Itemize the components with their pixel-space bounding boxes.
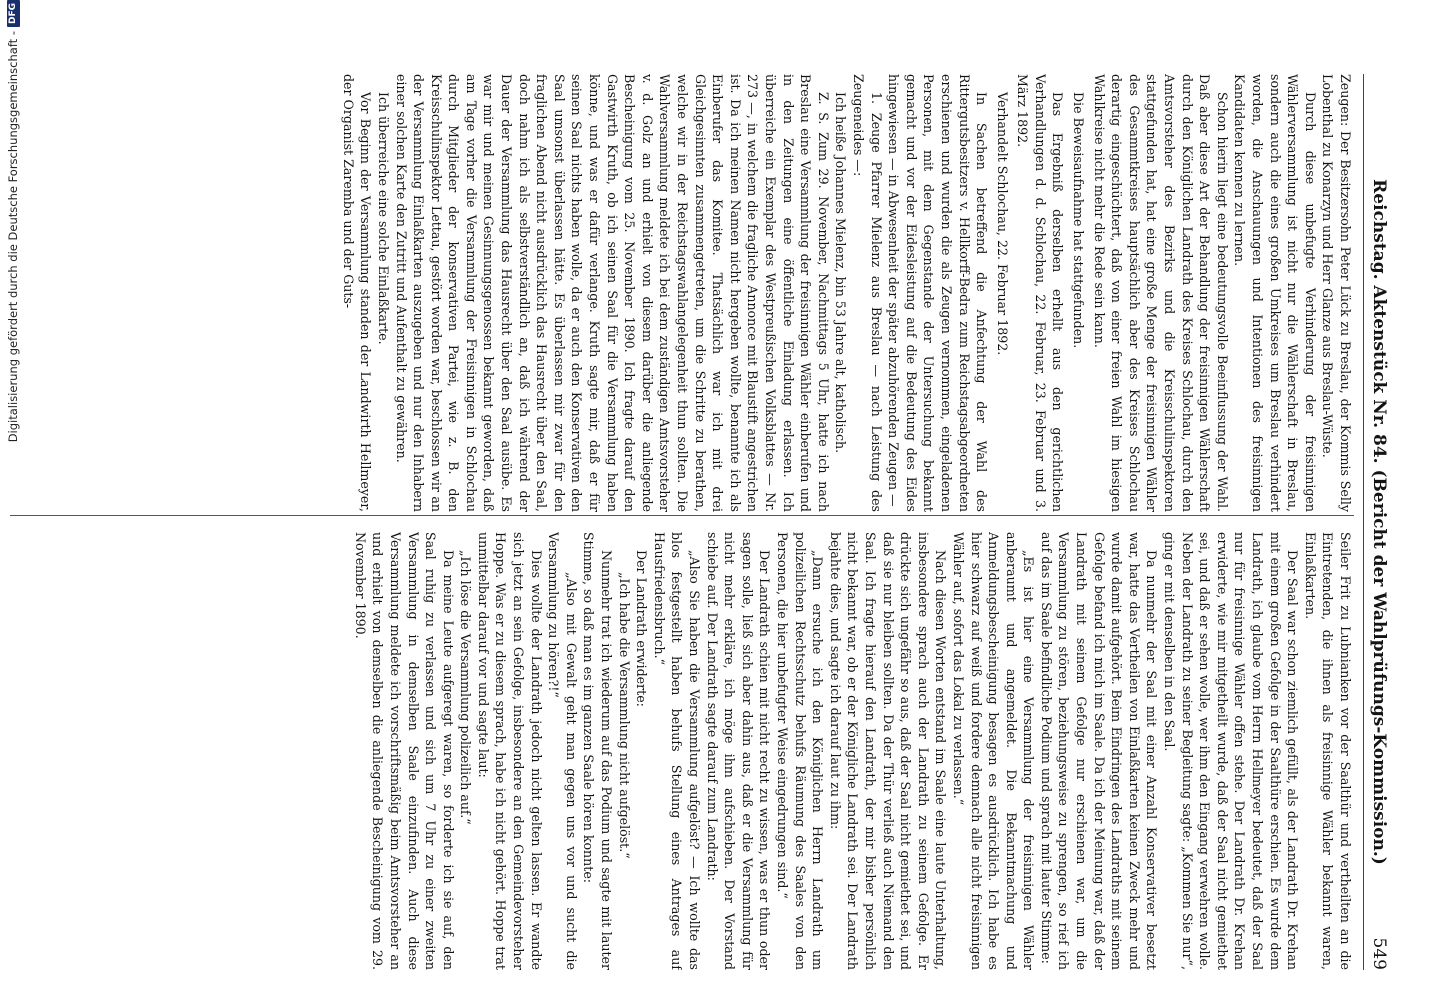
paragraph: Nunmehr trat ich wiederum auf das Podium und sagte mit lauter Stimme, so daß man es im ganzen Saale hören konnte: xyxy=(581,532,615,970)
page-number: 549 xyxy=(1369,937,1389,970)
paragraph: Der Saal war schon ziemlich gefüllt, als der Landrath Dr. Krehan mit einem großen Gefolge in der Saalthüre erschien. Es wurde dem Landrath, ich glaube vom Herrn Hellmeyer bedeutet, daß der Saal nur für freisinnige Wähler offen stehe. Der Landrath Dr. Krehan erwiderte, wie mir mitgetheilt wurde, daß der Saal nicht gemiethet sei, und daß er sehen wolle, wer ihm den Eingang verwehren wolle. Neben der Landrath zu seiner Begleitung sagte: „Kommen Sie nur“, ging er mit denselben in den Saal. xyxy=(1162,532,1301,970)
paragraph: Da nunmehr der Saal mit einer Anzahl Konservativer besetzt war, hatte das Vertheilen von Einlaßkarten keinen Zweck mehr und wurde damit aufgehört. Beim Eindringen des Landraths mit seinem Gefolge befand ich mich im Saale. Da ich der Meinung war, daß der Landrath mit seinem Gefolge nur erschienen war, um die Versammlung zu stören, beziehungsweise zu sprengen, so rief ich auf das im Saale befindliche Podium und sprach mit lauter Stimme: xyxy=(1038,532,1160,970)
paragraph: Dies wollte der Landrath jedoch nicht gelten lassen. Er wandte sich jetzt an sein Gefolge, insbesondere an den Gemeindevorsteher Hoppe. Was er zu diesem sprach, habe ich nicht gehört. Hoppe trat unmittelbar darauf vor und sagte laut: xyxy=(475,532,544,970)
paragraph: Zeugen: Der Besitzersohn Peter Lück zu Breslau, der Kommis Selly Lobenthal zu Konarzyn und Herr Glanze aus Breslau-Wüste. xyxy=(1320,74,1353,512)
paragraph: Seiler Frit zu Lubnianken vor der Saalthür und vertheilten an die Eintretenden, die ihnen als freisinnige Wähler bekannt waren, Einlaßkarten. xyxy=(1302,532,1353,970)
paragraph: 1. Zeuge Pfarrer Mielenz aus Breslau — nach Leistung des Zeugeneides —: xyxy=(850,74,884,512)
paragraph: Das Ergebniß derselben erhellt aus den gerichtlichen Verhandlungen d. d. Schlochau, 22. Februar, 23. Februar und 3. März 1892. xyxy=(1015,74,1066,512)
paragraph: „Ich habe die Versammlung nicht aufgelöst.“ xyxy=(616,572,632,859)
credit-text: Digitalisierung gefördert durch die Deutsche Forschungsgemeinschaft - xyxy=(6,31,20,443)
paragraph: „Es ist hier eine Versammlung der freisinnigen Wähler anberaumt und angemeldet. Die Bekanntmachung und Anmeldungsbescheinigung besagen es ausdrücklich. Ich habe es hier schwarz auf weiß und fordere demnach alle nicht freisinnigen Wähler auf, sofort das Lokal zu verlassen.“ xyxy=(950,532,1037,970)
column-divider xyxy=(10,515,1354,516)
digitization-credit xyxy=(2,0,24,1000)
paragraph: Da meine Leute aufgeregt waren, so forderte ich sie auf, den Saal ruhig zu verlassen und sich um 7 Uhr zu einer zweiten Versammlung in demselben Saale einzufinden. Auch diese Versammlung meldete ich vorschriftsmäßig beim Amtsvorsteher an und erhielt von demselben die anliegende Bescheinigung vom 29. November 1890. xyxy=(352,532,456,970)
paragraph: Die Beweisaufnahme hat stattgefunden. xyxy=(1071,92,1087,349)
page-header xyxy=(1363,74,1394,970)
paragraph: Vor Beginn der Versammlung standen der Landwirth Hellmeyer, der Organist Zaremba und der Guts- xyxy=(340,74,374,512)
paragraph: Ich heiße Johannes Mielenz, bin 53 Jahre alt, katholisch. xyxy=(833,92,849,454)
paragraph: Der Landrath erwiderte: xyxy=(634,550,650,707)
paragraph: „Also mit Gewalt geht man gegen uns vor und sucht die Versammlung zu hören?!“ xyxy=(546,532,579,970)
paragraph: „Also Sie haben die Versammlung aufgelöst? — Ich wollte das blos festgestellt haben behufs Stellung eines Antrages auf Hausfriedensbruch.“ xyxy=(651,532,703,970)
running-title: Reichstag. Aktenstück Nr. 84. (Bericht der Wahlprüfungs-Kommission.) xyxy=(1369,179,1389,865)
dfg-logo-icon: DFG xyxy=(7,0,20,27)
paragraph: Z. S. Zum 29. November, Nachmittags 5 Uhr, hatte ich nach Breslau eine Versammlung der freisinnigen Wähler einberufen und in den Zeitungen eine öffentliche Einladung erlassen. Ich überreiche ein Exemplar des Westpreußischen Volksblattes — Nr. 273 —, in welchem die fragliche Annonce mit Blaustift angestrichen ist. Da ich meinen Namen nicht hergeben wollte, benannte ich als Einberufer das Komitee. Thatsächlich war ich mit drei Gleichgesinnten zusammengetreten, um die Schritte zu berathen, welche wir in der Reichstagswahlangelegenheit thun sollten. Die Wahlversammlung meldete ich bei dem zuständigen Amtsvorsteher v. d. Golz an und erhielt von diesem darüber die anliegende Bescheinigung vom 25. November 1890. Ich fragte darauf den Gastwirth Kruth, ob ich seinen Saal für die Versammlung haben könne, und was er dafür verlange. Kruth sagte mir, daß er für seinen Saal nichts haben wolle, da er auch den Konservativen den Saal umsonst überlassen hätte. Es überlassen mir zwar für den fraglichen Abend nicht ausdrücklich das Hausrecht über den Saal, doch nahm ich als selbstverständlich an, daß ich während der Dauer der Versammlung das Hausrecht über den Saal ausübe. Es war mir und meinen Gesinnungsgenossen bekannt geworden, daß am Tage vorher die Versammlung der Freisinnigen in Schlochau durch Mitglieder der konservativen Partei, wie z. B. den Kreisschulinspektor Lettau, gestört worden war, beschlossen wir an der Versammlung Einlaßkarten auszugeben und nur den Inhabern einer solchen Karte den Zutritt und Aufenthalt zu gewähren. xyxy=(393,74,831,512)
paragraph: In Sachen betreffend die Anfechtung der Wahl des Rittergutsbesitzers v. Hellkorff-Bedra zum Reichstagsabgeordneten erschienen und wurden die als Zeugen vernommen, eingeladenen Personen, mit dem Gegenstande der Untersuchung bekannt gemacht und vor der Eidesleistung auf die Bedeutung des Eides hingewiesen — in Abwesenheit der später abzuhörenden Zeugen — xyxy=(886,74,990,512)
paragraph: Schon hierin liegt eine bedeutungsvolle Beeinflussung der Wahl. Daß aber diese Art der Behandlung der freisinnigen Wählerschaft durch den Königlichen Landrath des Kreises Schlochau, durch den Amtsvorsteher des Bezirks und die Kreisschulinspektoren stattgefunden hat, hat eine große Menge der freisinnigen Wähler des Gesammtkreises hauptsächlich aber des Kreises Schlochau derartig eingeschüchtert, daß von einer freien Wahl im hiesigen Wahlkreise nicht mehr die Rede sein kann. xyxy=(1091,74,1230,512)
paragraph: Der Landrath schien mit nicht recht zu wissen, was er thun oder sagen solle, ließ sich aber dahin aus, daß er die Versammlung für nicht mehr erkläre, ich möge ihm aufschieben. Der Vorstand schiebe auf. Der Landrath sagte darauf zum Landrath: xyxy=(704,532,773,970)
paragraph: Nach diesen Worten entstand im Saale eine laute Unterhaltung, insbesondere sprach auch der Landrath zu seinem Gefolge. Er drückte sich ungefähr so aus, daß der Saal nicht gemiethet sei, und daß sie nur bleiben sollten. Da der Thür verließ auch Niemand den Saal. Ich fragte hierauf den Landrath, der mir bisher persönlich nicht bekannt war, ob er der Königliche Landrath sei. Der Landrath bejahte dies, und sagte ich darauf laut zu ihm: xyxy=(827,532,949,970)
text-column-right xyxy=(10,532,1354,970)
text-column-left xyxy=(10,74,1354,512)
paragraph: Durch diese unbefugte Verhinderung der freisinnigen Wählerversammlung ist nicht nur die Wählerschaft in Breslau, sondern auch die eines großen Umkreises um Breslau verhindert worden, die Anschauungen und Intentionen des freisinnigen Kandidaten kennen zu lernen. xyxy=(1232,74,1318,512)
paragraph: „Dann ersuche ich den Königlichen Herrn Landrath um polizeilichen Rechtsschutz behufs Räumung des Saales von den Personen, die hier unbefugter Weise eingedrungen sind.“ xyxy=(775,532,826,970)
paragraph: „Ich löse die Versammlung polizeilich auf.“ xyxy=(458,550,474,825)
digitization-credit-strip xyxy=(2,0,24,1000)
paragraph: Verhandelt Schlochau, 22. Februar 1892. xyxy=(994,92,1010,356)
paragraph: Ich überreiche eine solche Einlaßkarte. xyxy=(375,92,391,345)
